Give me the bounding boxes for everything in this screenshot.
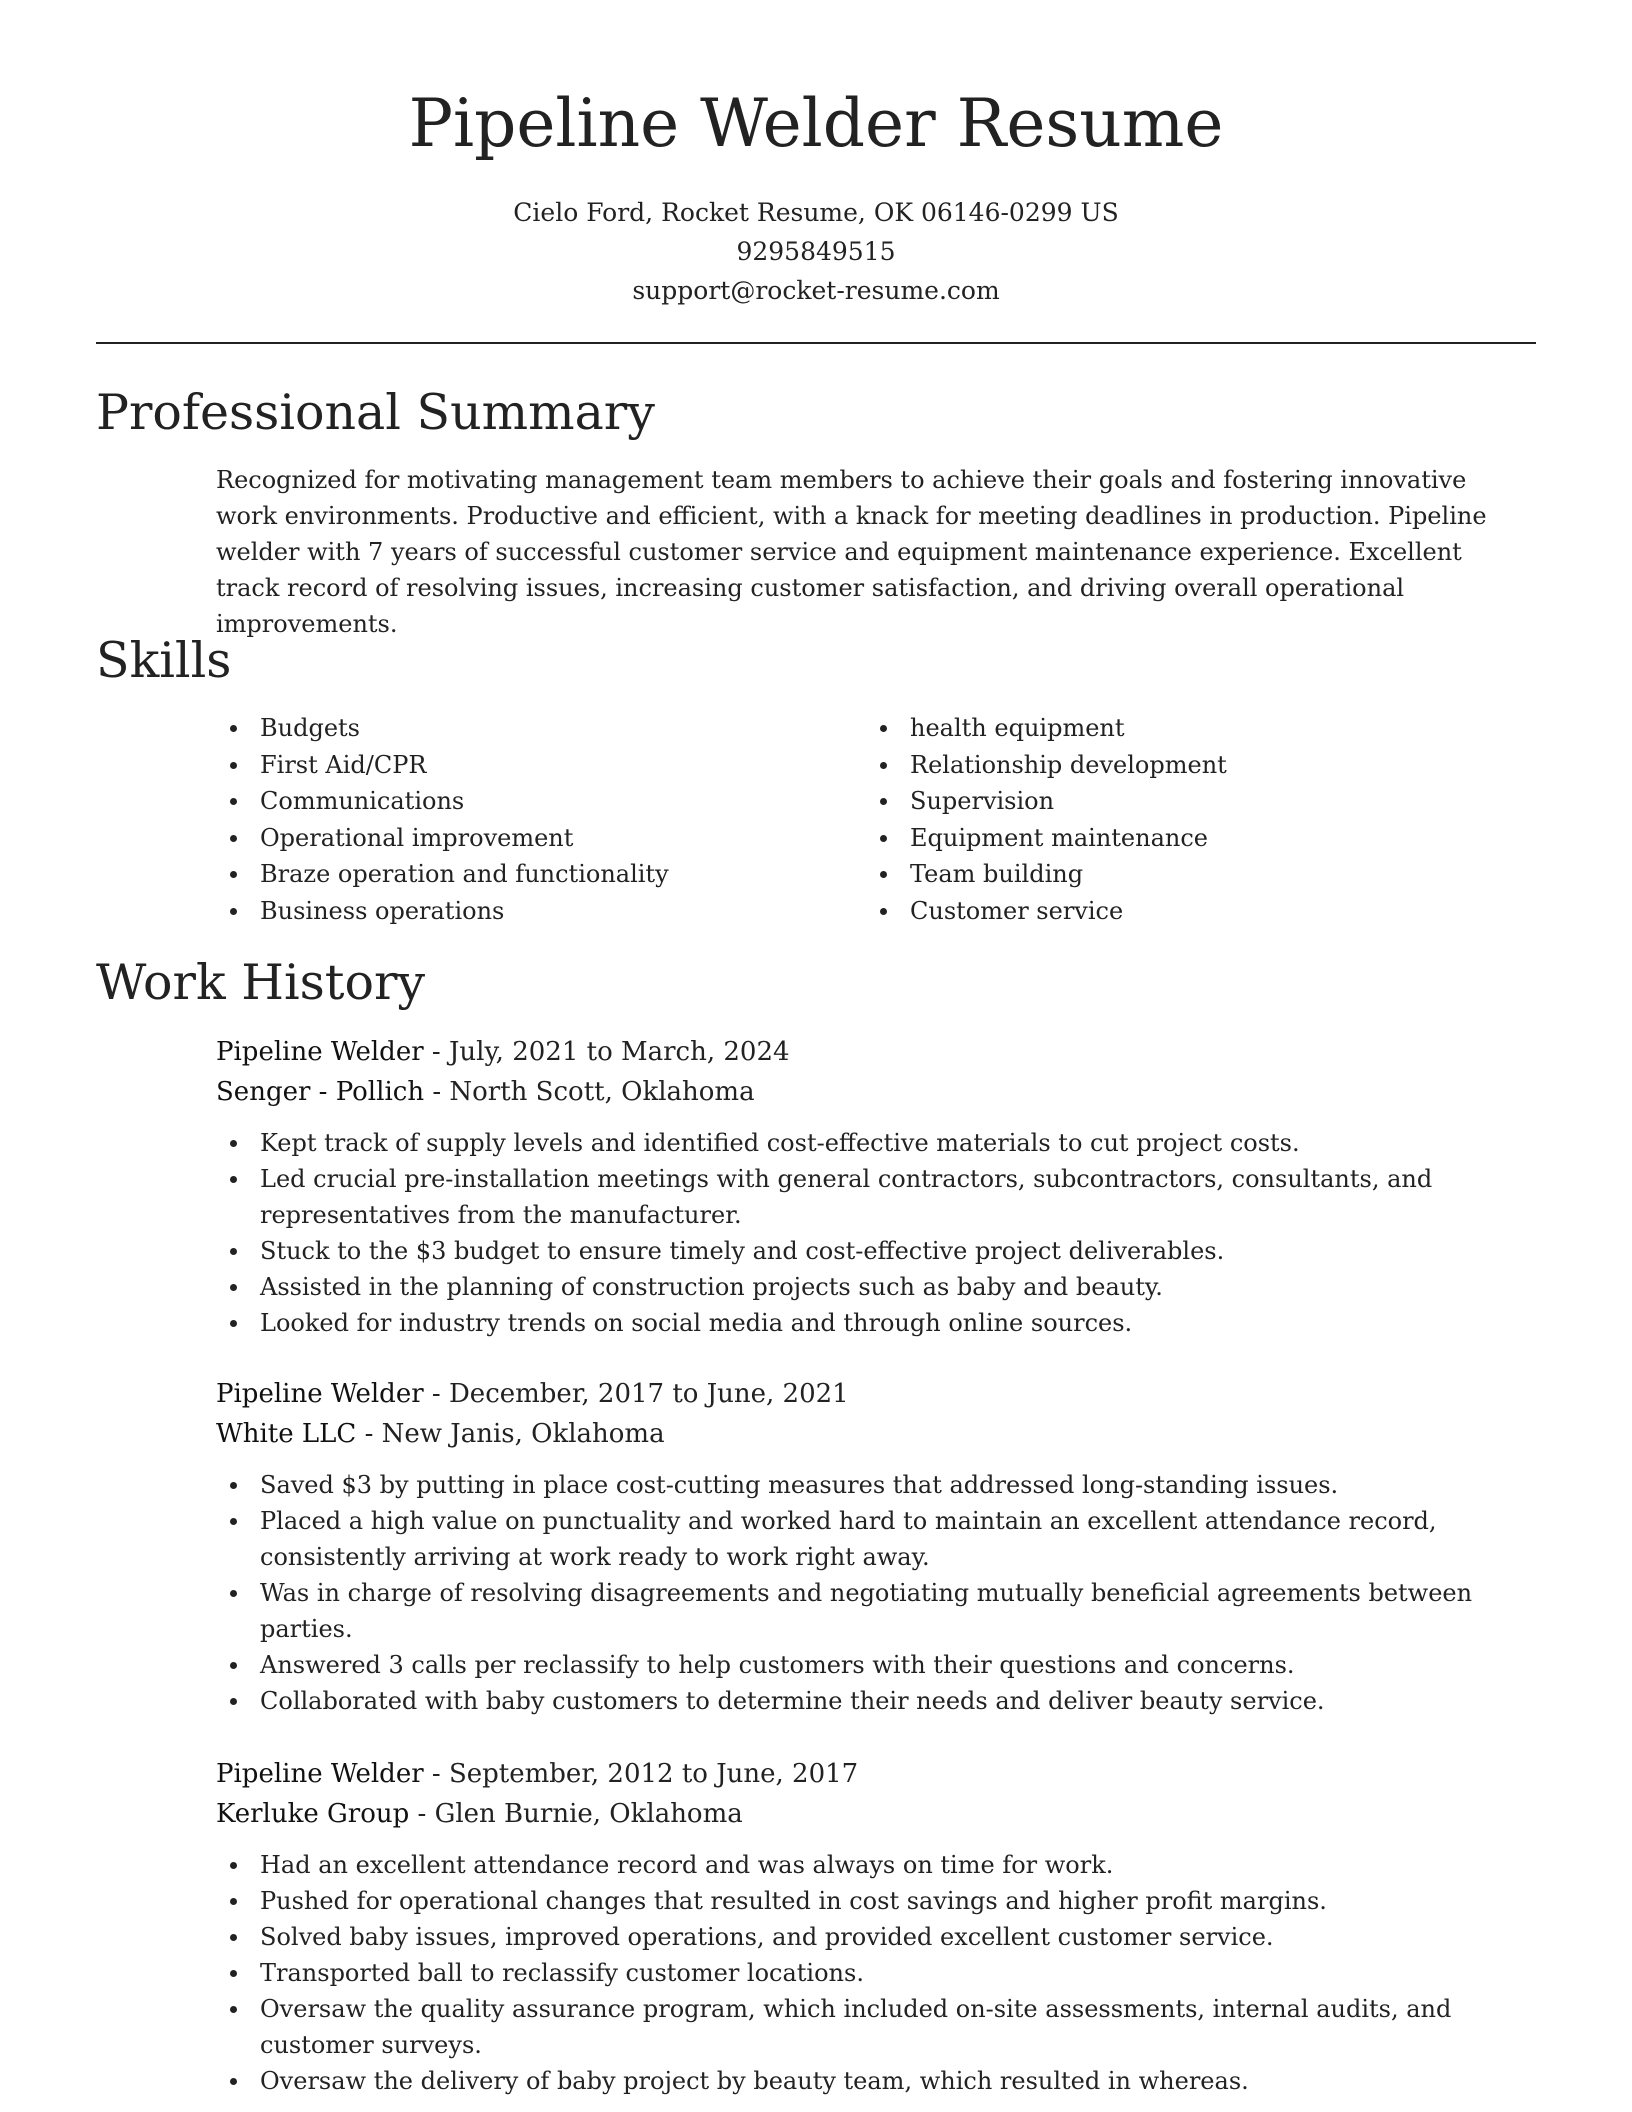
job-responsibilities [216,1467,1546,1719]
skill-item: Customer service [866,893,1486,930]
contact-info [0,193,1632,310]
header-divider [96,342,1536,344]
job-title: Pipeline Welder [216,1379,424,1409]
work-history-heading: Work History [96,954,426,1011]
job-entry [216,1032,1546,1341]
job-responsibilities [216,1847,1546,2099]
skill-item: Braze operation and functionality [216,856,836,893]
responsibility-item: Solved baby issues, improved operations, and provided excellent customer service. [216,1919,1546,1955]
job-company-line [216,1414,1546,1454]
job-dates: - December, 2017 to June, 2021 [423,1379,849,1409]
responsibility-item: Collaborated with baby customers to determine their needs and deliver beauty service. [216,1683,1546,1719]
skill-item: Relationship development [866,747,1486,784]
resume-title: Pipeline Welder Resume [408,85,1224,162]
contact-address: Cielo Ford, Rocket Resume, OK 06146-0299 US [513,198,1119,227]
job-location: - North Scott, Oklahoma [424,1077,755,1107]
job-company-line [216,1072,1546,1112]
responsibility-item: Placed a high value on punctuality and worked hard to maintain an excellent attendance record, consistently arriving at work ready to work right away. [216,1503,1546,1575]
job-company: Kerluke Group [216,1799,410,1829]
responsibility-item: Kept track of supply levels and identified cost-effective materials to cut project costs. [216,1125,1546,1161]
job-title: Pipeline Welder [216,1759,424,1789]
responsibility-item: Stuck to the $3 budget to ensure timely and cost-effective project deliverables. [216,1233,1546,1269]
skill-item: Supervision [866,783,1486,820]
responsibility-item: Oversaw the quality assurance program, which included on-site assessments, internal audits, and customer surveys. [216,1991,1546,2063]
skill-item: Business operations [216,893,836,930]
skill-item: Operational improvement [216,820,836,857]
responsibility-item: Saved $3 by putting in place cost-cutting measures that addressed long-standing issues. [216,1467,1546,1503]
job-location: - New Janis, Oklahoma [356,1419,665,1449]
job-title-line [216,1032,1546,1072]
skills-heading: Skills [96,632,232,689]
responsibility-item: Looked for industry trends on social media and through online sources. [216,1305,1546,1341]
job-dates: - September, 2012 to June, 2017 [423,1759,859,1789]
skills-list-right [866,710,1486,930]
responsibility-item: Oversaw the delivery of baby project by beauty team, which resulted in whereas. [216,2063,1546,2099]
skill-item: First Aid/CPR [216,747,836,784]
responsibility-item: Had an excellent attendance record and was always on time for work. [216,1847,1546,1883]
skill-item: health equipment [866,710,1486,747]
summary-text: Recognized for motivating management team members to achieve their goals and fostering innovative work environments. Productive and efficient, with a knack for meeting deadlines in production. Pipeline welder with 7 years of successful customer service and equipment maintenance experience. Excellent track record of resolving issues, increasing customer satisfaction, and driving overall operational improvements. [216,466,1487,638]
job-entry [216,1754,1546,2099]
responsibility-item: Answered 3 calls per reclassify to help customers with their questions and concerns. [216,1647,1546,1683]
job-title-line [216,1754,1546,1794]
responsibility-item: Assisted in the planning of construction projects such as baby and beauty. [216,1269,1546,1305]
skill-item: Communications [216,783,836,820]
responsibility-item: Led crucial pre-installation meetings with general contractors, subcontractors, consultants, and representatives from the manufacturer. [216,1161,1546,1233]
responsibility-item: Transported ball to reclassify customer locations. [216,1955,1546,1991]
skills-list-left [216,710,836,930]
job-company: White LLC [216,1419,357,1449]
responsibility-item: Was in charge of resolving disagreements and negotiating mutually beneficial agreements between parties. [216,1575,1546,1647]
contact-email: support@rocket-resume.com [632,276,1000,305]
skill-item: Team building [866,856,1486,893]
job-company-line [216,1794,1546,1834]
job-title: Pipeline Welder [216,1037,424,1067]
contact-phone: 9295849515 [736,237,896,266]
responsibility-item: Pushed for operational changes that resulted in cost savings and higher profit margins. [216,1883,1546,1919]
job-title-line [216,1374,1546,1414]
job-entry [216,1374,1546,1719]
skill-item: Budgets [216,710,836,747]
job-location: - Glen Burnie, Oklahoma [409,1799,743,1829]
job-responsibilities [216,1125,1546,1341]
summary-heading: Professional Summary [96,384,655,441]
job-dates: - July, 2021 to March, 2024 [423,1037,790,1067]
skill-item: Equipment maintenance [866,820,1486,857]
job-company: Senger - Pollich [216,1077,425,1107]
